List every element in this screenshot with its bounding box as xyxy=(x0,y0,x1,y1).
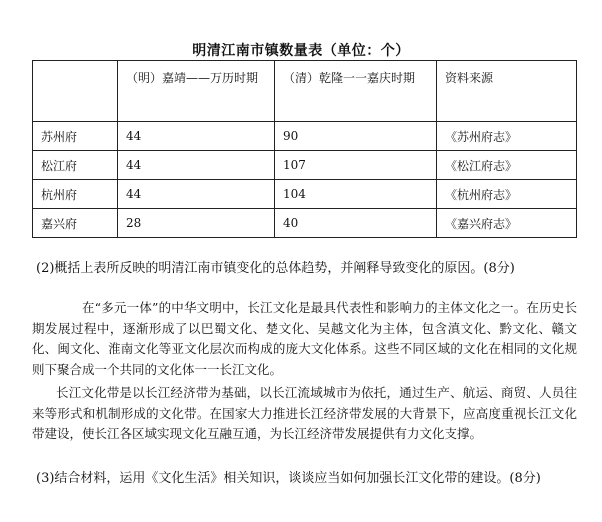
source-cell: 《杭州府志》 xyxy=(437,180,577,209)
question-2: (2)概括上表所反映的明清江南市镇变化的总体趋势，并阐释导致变化的原因。(8分) xyxy=(36,261,515,276)
qing-count-cell: 104 xyxy=(275,180,437,209)
prefecture-cell: 杭州府 xyxy=(33,180,118,209)
passage-paragraph-1 xyxy=(32,298,577,380)
prefecture-cell: 苏州府 xyxy=(33,122,118,151)
table-row xyxy=(33,151,577,180)
passage-text-1: 在“多元一体”的中华文明中，长江文化是最具代表性和影响力的主体文化之一。在历史长期发展过程中，逐渐形成了以巴蜀文化、楚文化、吴越文化为主体，包含滇文化、黔文化、赣文化、闽文化、淮南文化等亚文化层次而构成的庞大文化体系。这些不同区域的文化在相同的文化规则下聚合成一个共同的文化体一一长江文化。 xyxy=(32,300,577,377)
ming-count-cell: 28 xyxy=(118,209,275,238)
source-cell: 《嘉兴府志》 xyxy=(437,209,577,238)
qing-count-cell: 40 xyxy=(275,209,437,238)
market-town-table xyxy=(32,60,577,238)
header-ming: （明）嘉靖——万历时期 xyxy=(118,61,275,122)
header-source: 资料来源 xyxy=(437,61,577,122)
ming-count-cell: 44 xyxy=(118,122,275,151)
header-blank xyxy=(33,61,118,122)
prefecture-cell: 嘉兴府 xyxy=(33,209,118,238)
qing-count-cell: 107 xyxy=(275,151,437,180)
prefecture-cell: 松江府 xyxy=(33,151,118,180)
table-title: 明清江南市镇数量表（单位：个） xyxy=(192,43,410,59)
passage-text-2: 长江文化带是以长江经济带为基础，以长江流域城市为依托，通过生产、航运、商贸、人员往来等形式和机制形成的文化带。在国家大力推进长江经济带发展的大背景下，应高度重视长江文化带建设，使长江各区域实现文化互融互通，为长江经济带发展提供有力文化支撑。 xyxy=(32,385,577,441)
ming-count-cell: 44 xyxy=(118,151,275,180)
source-cell: 《松江府志》 xyxy=(437,151,577,180)
table-header-row xyxy=(33,61,577,122)
question-3: (3)结合材料，运用《文化生活》相关知识，谈谈应当如何加强长江文化带的建设。(8分) xyxy=(36,471,541,486)
passage-paragraph-2 xyxy=(32,383,577,445)
source-cell: 《苏州府志》 xyxy=(437,122,577,151)
ming-count-cell: 44 xyxy=(118,180,275,209)
table-row xyxy=(33,122,577,151)
table-row xyxy=(33,209,577,238)
header-qing: （清）乾隆一一嘉庆时期 xyxy=(275,61,437,122)
table-row xyxy=(33,180,577,209)
qing-count-cell: 90 xyxy=(275,122,437,151)
